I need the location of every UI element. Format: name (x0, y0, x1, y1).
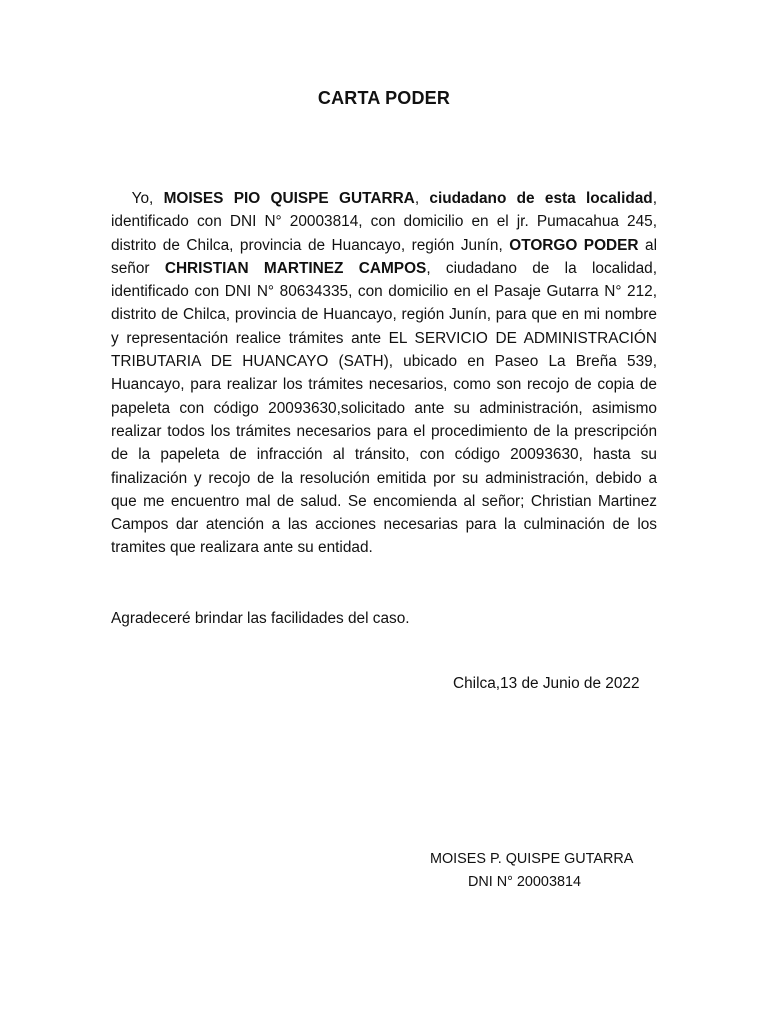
grantor-name: MOISES PIO QUISPE GUTARRA (163, 190, 415, 207)
paragraph-text-4: al señor (111, 236, 657, 277)
attorney-name: CHRISTIAN MARTINEZ CAMPOS (164, 259, 427, 277)
signature-dni: DNI N° 20003814 (468, 874, 581, 890)
power-of-attorney-paragraph (111, 187, 657, 560)
grantor-residency: ciudadano de esta localidad (429, 190, 653, 207)
paragraph-text-3: , identificado con DNI N° 20003814, con domicilio en el jr. Pumacahua 245, distrito de Chilca, provincia de Huancayo, región Junín, (111, 190, 657, 254)
paragraph-text-2: , (414, 190, 430, 207)
paragraph-text-1: Yo, (131, 190, 164, 207)
grant-statement: OTORGO PODER (509, 236, 639, 254)
signature-name: MOISES P. QUISPE GUTARRA (430, 851, 634, 867)
paragraph-text-5: , ciudadano de la localidad, identificado con DNI N° 80634335, con domicilio en el Pasaje Gutarra N° 212, distrito de Chilca, provincia de Huancayo, región Junín, para que en mi nombre y representación realice trámites ante EL SERVICIO DE ADMINISTRACIÓN TRIBUTARIA DE HUANCAYO (SATH), ubicado en Paseo La Breña 539, Huancayo, para realizar los trámites necesarios, como son recojo de copia de papeleta con código 20093630,solicitado ante su administración, asimismo realizar todos los trámites necesarios para el procedimiento de la prescripción de la papeleta de infracción al tránsito, con código 20093630, hasta su finalización y recojo de la resolución emitida por su administración, debido a que me encuentro mal de salud. Se encomienda al señor; Christian Martinez Campos dar atención a las acciones necesarias para la culminación de los tramites que realizara ante su entidad. (111, 259, 658, 557)
document-title: CARTA PODER (317, 88, 451, 108)
closing-line: Agradeceré brindar las facilidades del caso. (111, 610, 410, 627)
date-line: Chilca,13 de Junio de 2022 (453, 675, 640, 692)
